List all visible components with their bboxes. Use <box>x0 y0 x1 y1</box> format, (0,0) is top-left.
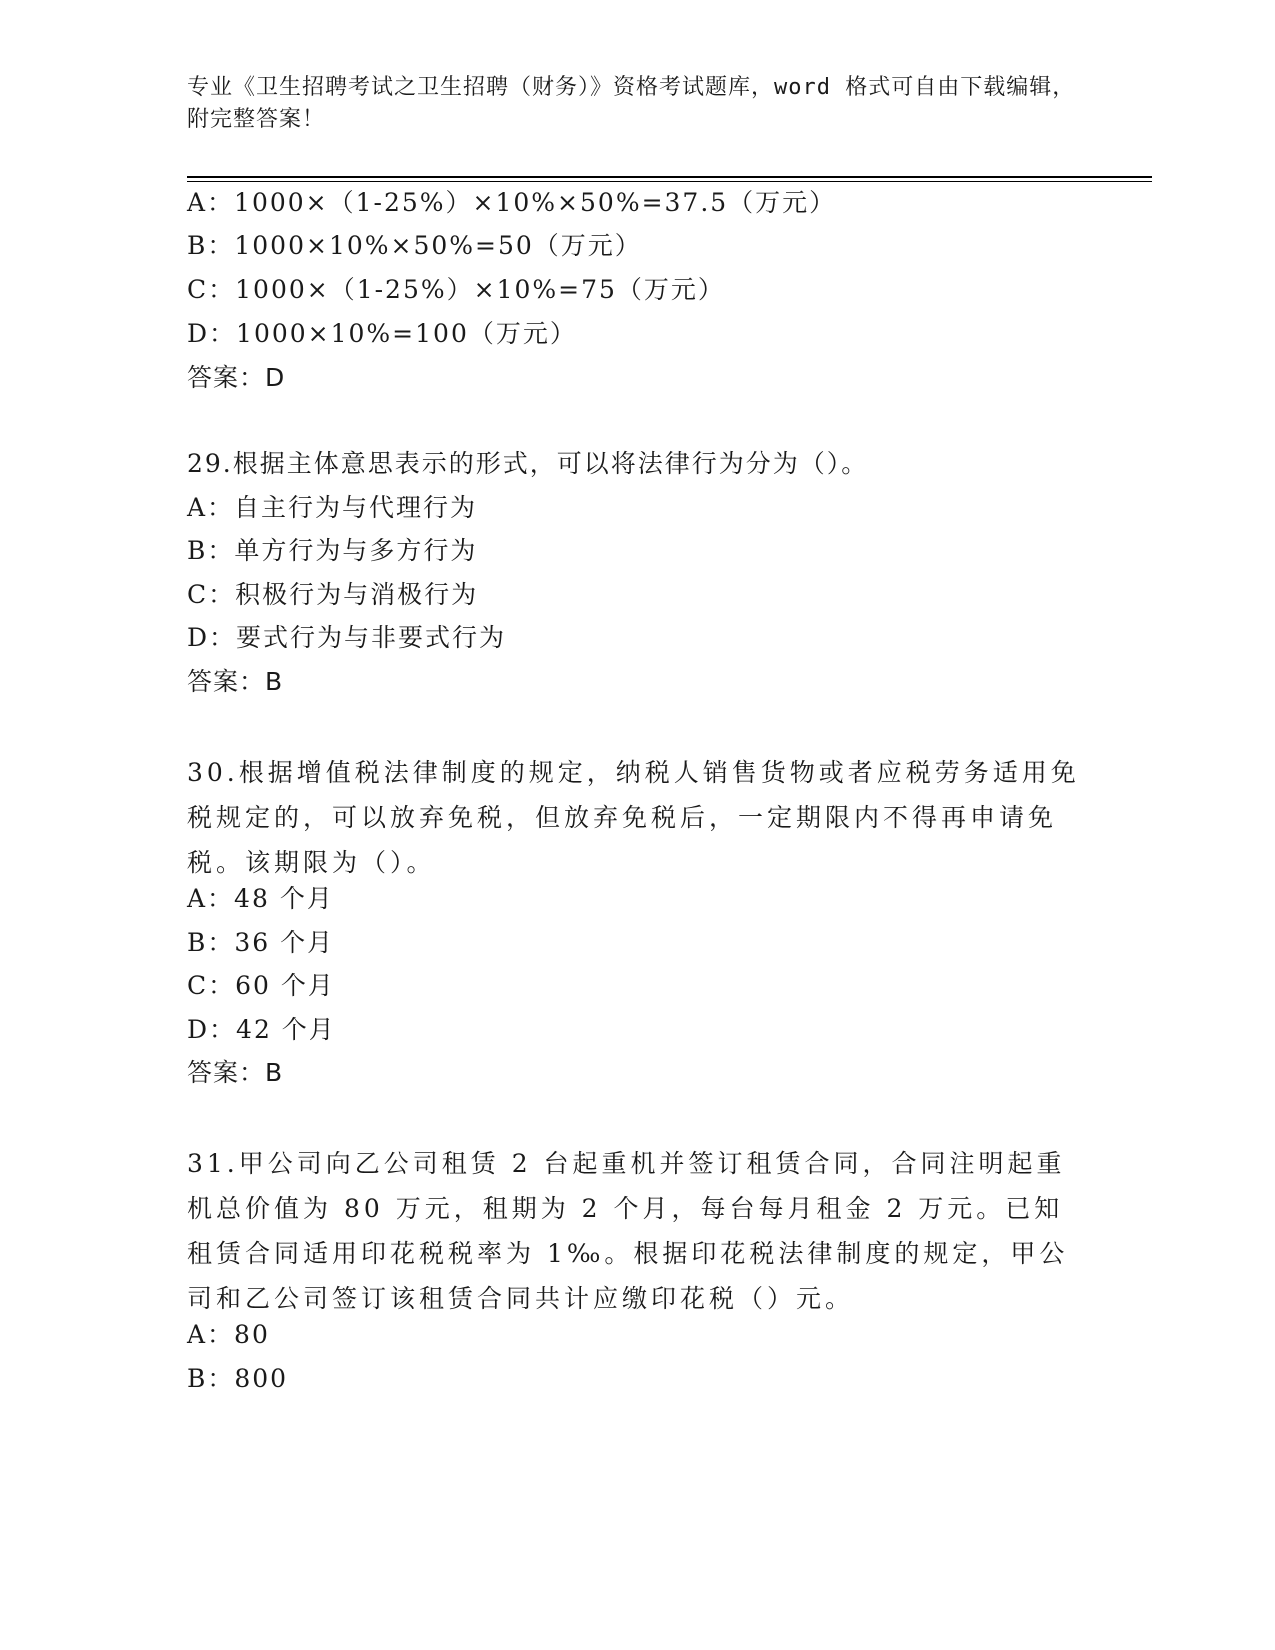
q30-option-a: A：48 个月 <box>187 884 334 913</box>
q31-option-a: A：80 <box>187 1320 270 1349</box>
q29-option-c: C：积极行为与消极行为 <box>187 580 479 609</box>
q28-option-c: C：1000×（1-25%）×10%=75（万元） <box>187 275 725 304</box>
q29-option-b: B：单方行为与多方行为 <box>187 536 478 565</box>
document-header: 专业《卫生招聘考试之卫生招聘（财务）》资格考试题库，word 格式可自由下载编辑，附完整答案！ <box>187 75 1076 132</box>
q29-question: 29.根据主体意思表示的形式，可以将法律行为分为（）。 <box>187 449 869 478</box>
q30-option-d: D：42 个月 <box>187 1015 336 1044</box>
q29-option-d: D：要式行为与非要式行为 <box>187 623 507 652</box>
header-divider-thin <box>187 181 1152 182</box>
q31-option-b: B：800 <box>187 1364 289 1393</box>
q28-answer: 答案：D <box>187 363 286 392</box>
q29-answer: 答案：B <box>187 667 284 696</box>
header-divider <box>187 176 1152 178</box>
q28-option-d: D：1000×10%=100（万元） <box>187 319 577 348</box>
q28-option-a: A：1000×（1-25%）×10%×50%=37.5（万元） <box>187 188 837 217</box>
q31-question: 31.甲公司向乙公司租赁 2 台起重机并签订租赁合同，合同注明起重机总价值为 80 万元，租期为 2 个月，每台每月租金 2 万元。已知租赁合同适用印花税税率为 1‰。根据印花税法律制度的规定，甲公司和乙公司签订该租赁合同共计应缴印花税（）元。 <box>187 1149 1069 1313</box>
q30-answer: 答案：B <box>187 1058 284 1087</box>
q30-option-b: B：36 个月 <box>187 928 335 957</box>
q28-option-b: B：1000×10%×50%=50（万元） <box>187 231 642 260</box>
q30-question: 30.根据增值税法律制度的规定，纳税人销售货物或者应税劳务适用免税规定的，可以放弃免税，但放弃免税后，一定期限内不得再申请免税。该期限为（）。 <box>187 758 1080 877</box>
q30-option-c: C：60 个月 <box>187 971 335 1000</box>
q29-option-a: A：自主行为与代理行为 <box>187 493 478 522</box>
